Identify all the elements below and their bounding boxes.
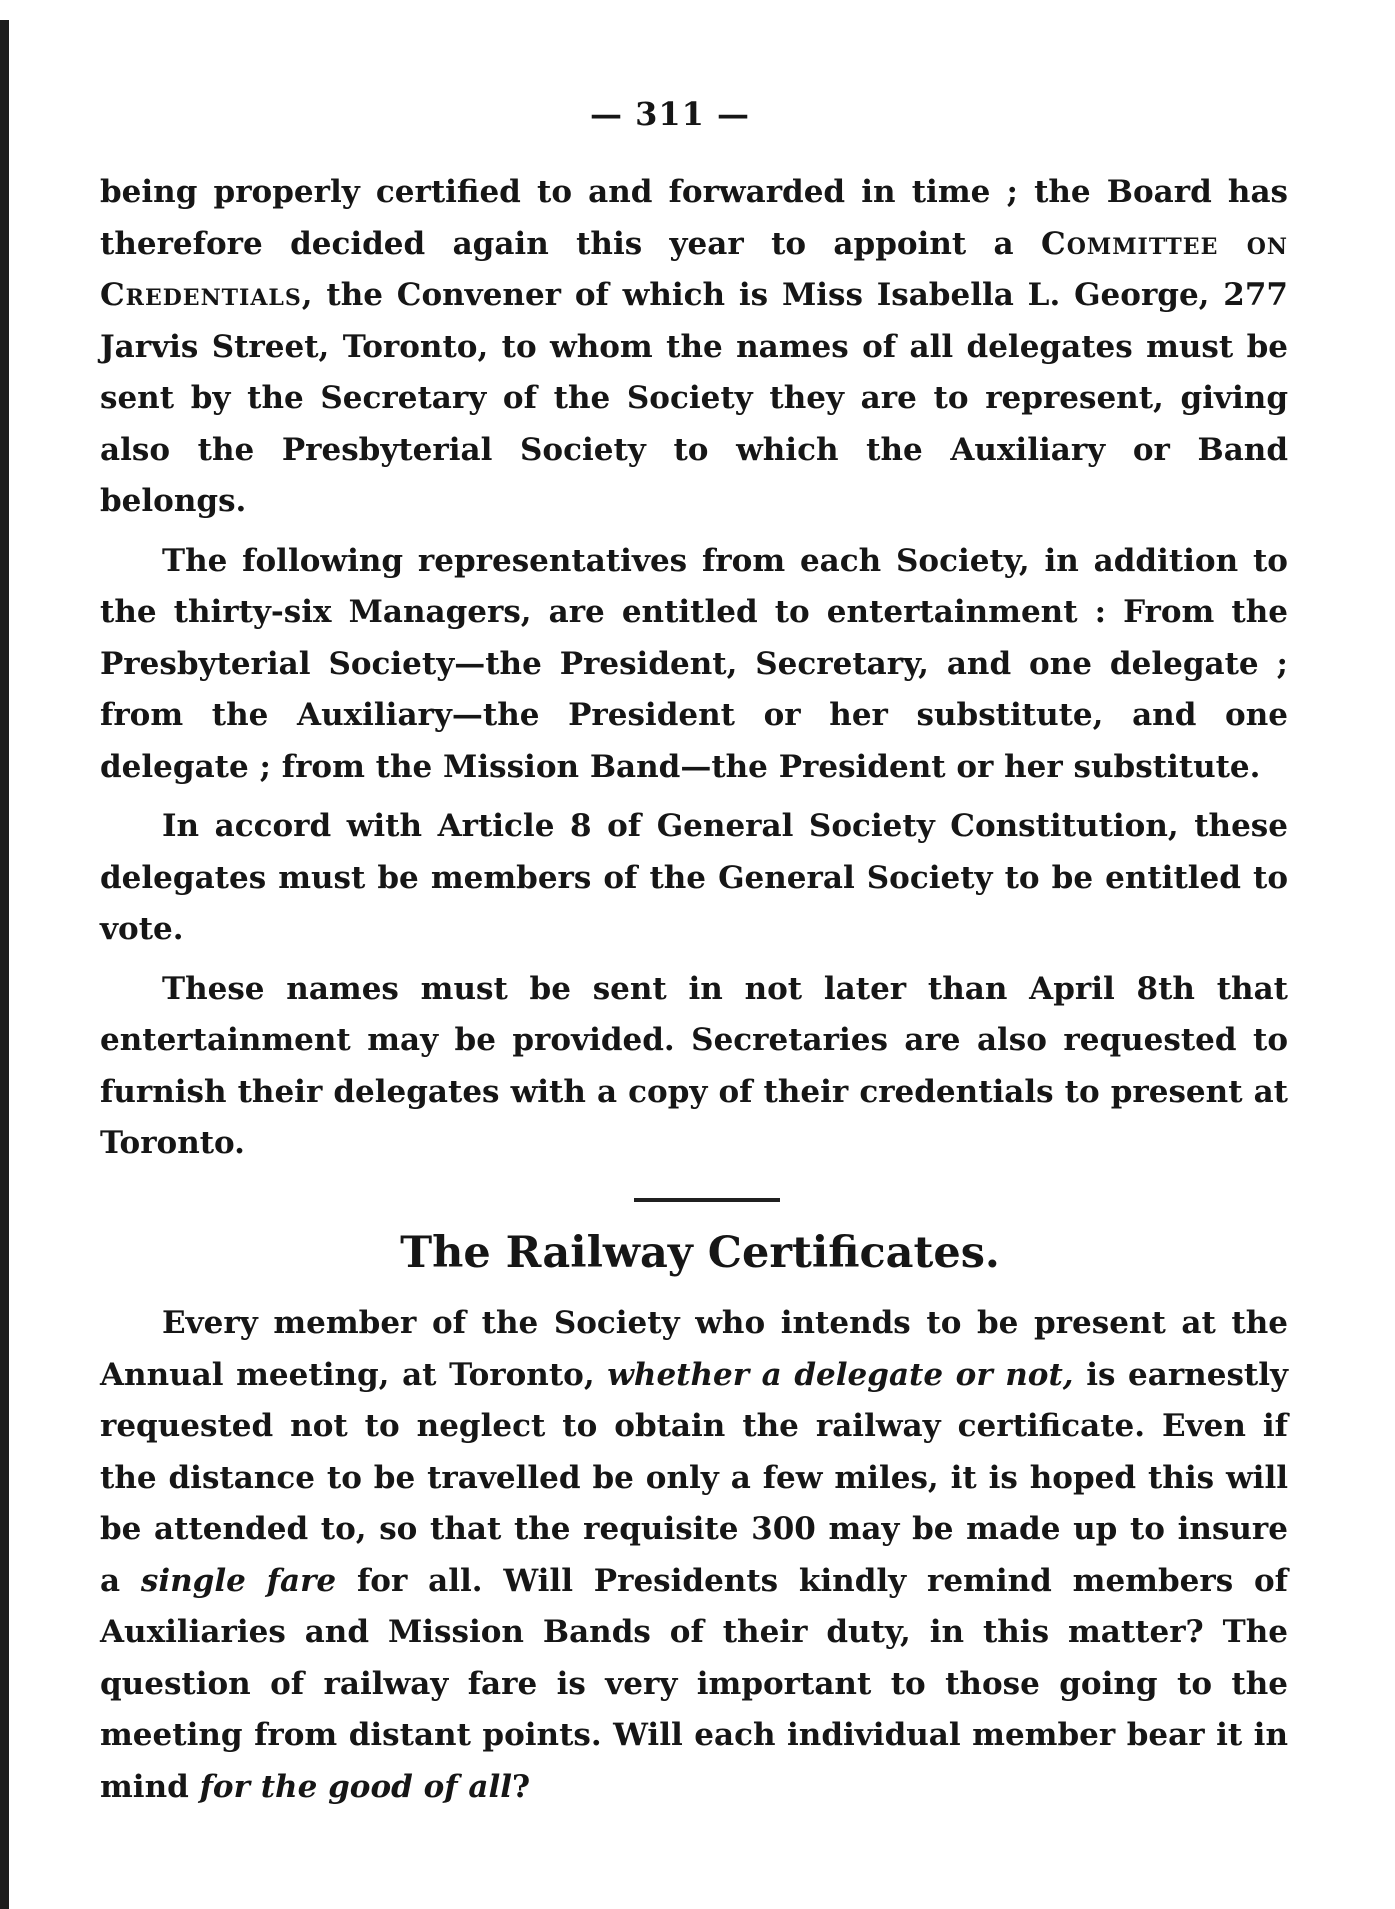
railway-text-4: ? xyxy=(512,1768,531,1805)
railway-text-2: is earnestly requested not to neglect to obtain the railway certificate. Even if the distance to be travelled be only a few miles, it is hoped this will be attended to, so that the requisite 300 may be made up to insure a xyxy=(100,1356,1289,1599)
section-title: The Railway Certificates. xyxy=(400,1228,1000,1278)
credentials-section xyxy=(100,167,1288,1170)
railway-italic-delegate: whether a delegate or not, xyxy=(607,1356,1074,1393)
committee-on-credentials: Committee on Credentials xyxy=(100,225,1288,313)
railway-section xyxy=(100,1298,1288,1813)
railway-text-3: for all. Will Presidents kindly remind members of Auxiliaries and Mission Bands of their duty, in this matter? The question of railway fare is very important to those going to the meeting from distant points. Will each individual member bear it in mind xyxy=(100,1562,1288,1805)
paragraph-article-8: In accord with Article 8 of General Society Constitution, these delegates must be members of the General Society to be entitled to vote. xyxy=(100,808,1288,947)
paragraph-representatives: The following representatives from each Society, in addition to the thirty-six Managers, are entitled to entertainment : From the Presbyterial Society—the President, Secretary, and one delegate ; from the Auxiliary—the President or her substitute, and one delegate ; from the Mission Band—the President or her substitute. xyxy=(100,542,1288,785)
paragraph-deadline: These names must be sent in not later than April 8th that entertainment may be provided. Secretaries are also requested to furnish their delegates with a copy of their credentials to present at Toronto. xyxy=(100,970,1288,1161)
paragraph-credentials-text-1: being properly certified to and forwarded in time ; the Board has therefore decided again this year to appoint a xyxy=(100,174,1288,262)
railway-italic-single-fare: single fare xyxy=(140,1562,337,1599)
section-divider xyxy=(634,1198,780,1202)
paragraph-credentials xyxy=(100,167,1288,528)
paragraph-railway xyxy=(100,1298,1288,1813)
railway-italic-good-of-all: for the good of all xyxy=(199,1768,513,1805)
page-number: — 311 — xyxy=(589,95,751,133)
paragraph-credentials-text-2: , the Convener of which is Miss Isabella L. George, 277 Jarvis Street, Toronto, to whom the names of all delegates must be sent by the Secretary of the Society they are to represent, giving also the Presbyterial Society to which the Auxiliary or Band belongs. xyxy=(100,277,1288,519)
scan-edge xyxy=(0,20,9,1909)
railway-text-1: Every member of the Society who intends to be present at the Annual meeting, at Toronto, xyxy=(100,1305,1288,1393)
